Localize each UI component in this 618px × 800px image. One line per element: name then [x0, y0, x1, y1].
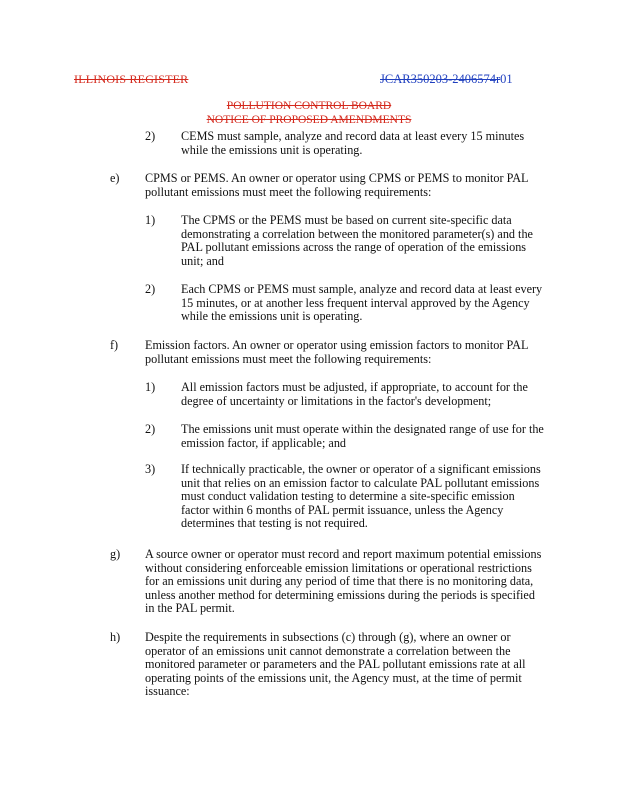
text-line: without considering enforceable emission limitations or operational restrictions	[145, 560, 532, 575]
text-line: 15 minutes, or at another less frequent interval approved by the Agency	[181, 295, 530, 310]
header-right	[380, 72, 513, 87]
text-line: degree of uncertainty or limitations in the factor's development;	[181, 393, 492, 408]
text-line: CPMS or PEMS. An owner or operator using CPMS or PEMS to monitor PAL	[145, 171, 529, 185]
header-right-tail: 01	[500, 72, 513, 86]
item-text	[181, 214, 533, 268]
item-label: 2)	[145, 129, 156, 143]
text-line: monitored parameter or parameters and the PAL pollutant emissions rate at all	[145, 657, 526, 672]
item-label: 2)	[145, 422, 156, 436]
item-label: 1)	[145, 213, 156, 227]
notice-title: NOTICE OF PROPOSED AMENDMENTS	[206, 114, 412, 126]
text-line: while the emissions unit is operating.	[181, 142, 363, 157]
text-line: for an emissions unit during any period of time that there is no monitoring data,	[145, 574, 534, 589]
text-line: emission factor, if applicable; and	[181, 435, 347, 450]
item-text	[181, 423, 544, 450]
item-text	[181, 381, 528, 408]
text-line: operating points of the emissions unit, the Agency must, at the time of permit	[145, 670, 522, 685]
text-line: pollutant emissions must meet the following requirements:	[145, 351, 432, 366]
text-line: PAL pollutant emissions across the range of operation of the emissions	[181, 240, 527, 255]
text-line: unless another method for determining emissions during the periods is specified	[145, 587, 535, 602]
item-text	[145, 631, 526, 699]
header-left: ILLINOIS REGISTER	[74, 72, 189, 86]
text-line: Emission factors. An owner or operator using emission factors to monitor PAL	[145, 338, 529, 352]
item-label: e)	[110, 171, 120, 185]
text-line: issuance:	[145, 684, 190, 699]
item-text	[181, 463, 541, 531]
text-line: pollutant emissions must meet the following requirements:	[145, 184, 432, 199]
text-line: Each CPMS or PEMS must sample, analyze and record data at least every	[181, 282, 543, 296]
text-line: demonstrating a correlation between the monitored parameter(s) and the	[181, 226, 533, 241]
item-label: f)	[110, 338, 119, 352]
text-line: factor within 6 months of PAL permit issuance, unless the Agency	[181, 502, 504, 517]
text-line: The CPMS or the PEMS must be based on current site-specific data	[181, 213, 512, 227]
item-text	[181, 283, 542, 324]
item-text	[145, 339, 528, 366]
item-label: h)	[110, 630, 121, 644]
item-text	[145, 172, 529, 199]
text-line: A source owner or operator must record and report maximum potential emissions	[145, 547, 542, 561]
item-label: 2)	[145, 282, 156, 296]
text-line: Despite the requirements in subsections (c) through (g), where an owner or	[145, 630, 511, 644]
item-label: 1)	[145, 380, 156, 394]
item-label: g)	[110, 547, 121, 561]
text-line: unit that relies on an emission factor to calculate PAL pollutant emissions	[181, 475, 540, 490]
text-line: must conduct validation testing to determine a site-specific emission	[181, 489, 515, 504]
text-line: in the PAL permit.	[145, 601, 235, 616]
item-label: 3)	[145, 462, 156, 476]
text-line: operator of an emissions unit cannot demonstrate a correlation between the	[145, 643, 511, 658]
text-line: If technically practicable, the owner or operator of a significant emissions	[181, 462, 541, 476]
board-title: POLLUTION CONTROL BOARD	[226, 100, 392, 112]
text-line: unit; and	[181, 253, 224, 268]
text-line: CEMS must sample, analyze and record data at least every 15 minutes	[181, 129, 525, 143]
item-text	[181, 130, 524, 157]
text-line: The emissions unit must operate within the designated range of use for the	[181, 422, 544, 436]
text-line: determines that testing is not required.	[181, 516, 368, 531]
text-line: All emission factors must be adjusted, if appropriate, to account for the	[181, 380, 528, 394]
item-text	[145, 548, 541, 616]
text-line: while the emissions unit is operating.	[181, 309, 363, 324]
header-right-struck: JCAR350203-2406574r	[380, 72, 501, 86]
